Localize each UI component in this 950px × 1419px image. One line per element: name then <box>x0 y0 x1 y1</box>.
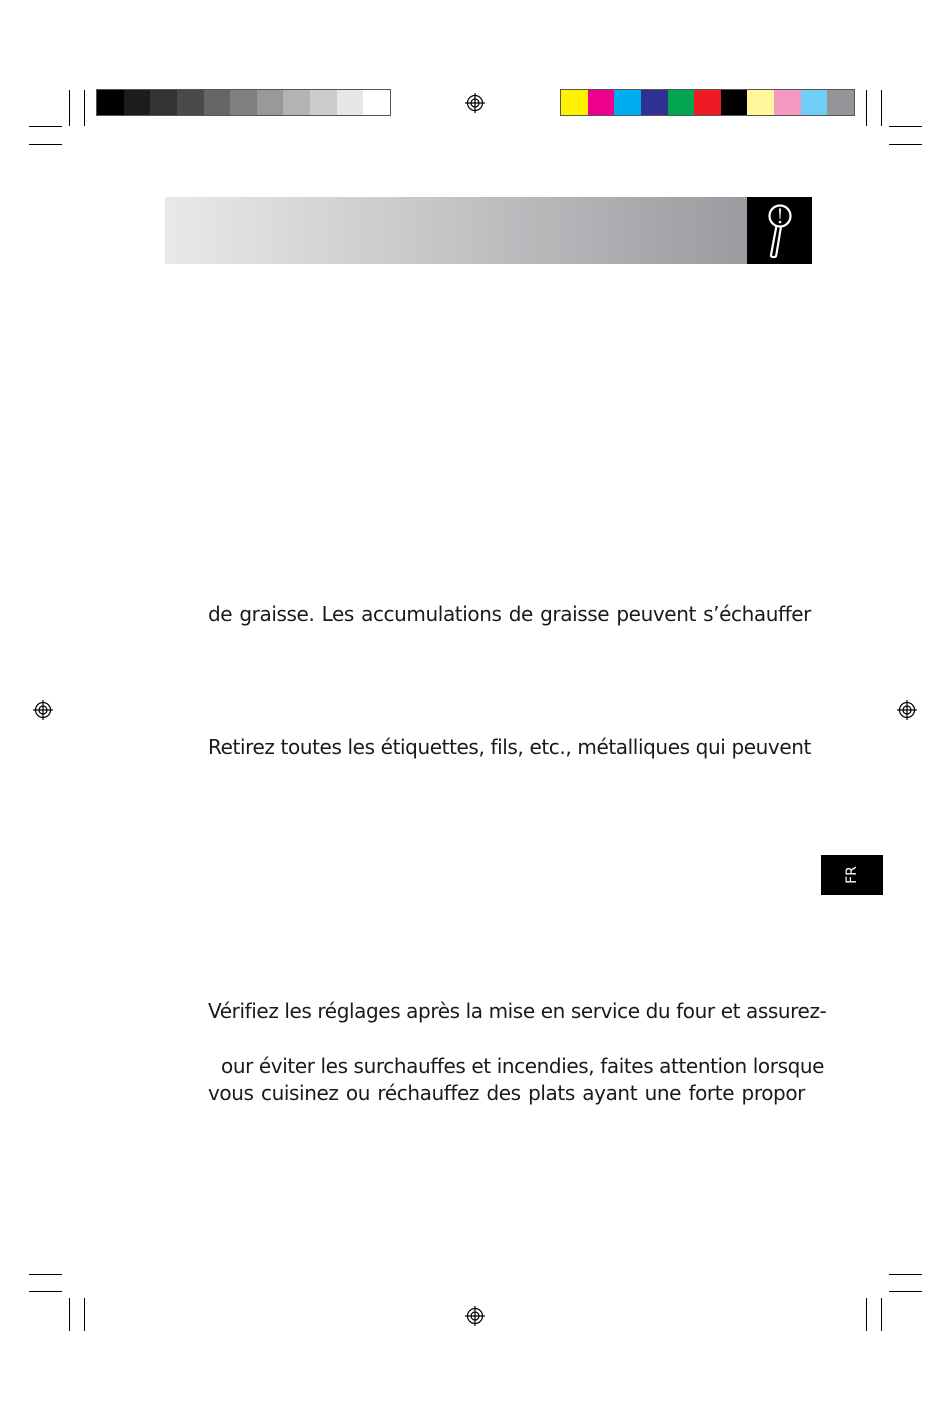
body-text-line: Retirez toutes les étiquettes, fils, etc., métalliques qui peuvent <box>208 735 811 759</box>
color-swatch <box>694 90 721 115</box>
color-swatch <box>827 90 854 115</box>
registration-mark-icon <box>465 1306 485 1326</box>
body-text-line: vous cuisinez ou réchauffez des plats ayant une forte propor <box>208 1081 805 1105</box>
grayscale-swatch <box>150 90 177 115</box>
registration-mark-icon <box>465 93 485 113</box>
grayscale-calibration-bar <box>96 89 391 116</box>
grayscale-swatch <box>204 90 231 115</box>
magnifier-exclamation-icon <box>747 197 812 264</box>
grayscale-swatch <box>230 90 257 115</box>
color-swatch <box>801 90 828 115</box>
registration-mark-icon <box>33 700 53 720</box>
color-swatch <box>588 90 615 115</box>
body-text-line: de graisse. Les accumulations de graisse peuvent s’échauffer <box>208 602 811 626</box>
color-calibration-bar <box>560 89 855 116</box>
body-text-line: Vérifiez les réglages après la mise en service du four et assurez- <box>208 999 827 1023</box>
color-swatch <box>747 90 774 115</box>
language-tab-label: FR <box>844 866 860 884</box>
grayscale-swatch <box>257 90 284 115</box>
grayscale-swatch <box>97 90 124 115</box>
color-swatch <box>774 90 801 115</box>
color-swatch <box>641 90 668 115</box>
registration-mark-icon <box>897 700 917 720</box>
header-icon-box <box>747 197 812 264</box>
grayscale-swatch <box>124 90 151 115</box>
header-gradient-band <box>165 197 747 264</box>
color-swatch <box>668 90 695 115</box>
grayscale-swatch <box>363 90 390 115</box>
body-text-line: our éviter les surchauffes et incendies, faites attention lorsque <box>221 1054 825 1078</box>
grayscale-swatch <box>177 90 204 115</box>
grayscale-swatch <box>337 90 364 115</box>
color-swatch <box>721 90 748 115</box>
grayscale-swatch <box>310 90 337 115</box>
grayscale-swatch <box>283 90 310 115</box>
language-tab <box>821 855 883 895</box>
color-swatch <box>561 90 588 115</box>
color-swatch <box>614 90 641 115</box>
